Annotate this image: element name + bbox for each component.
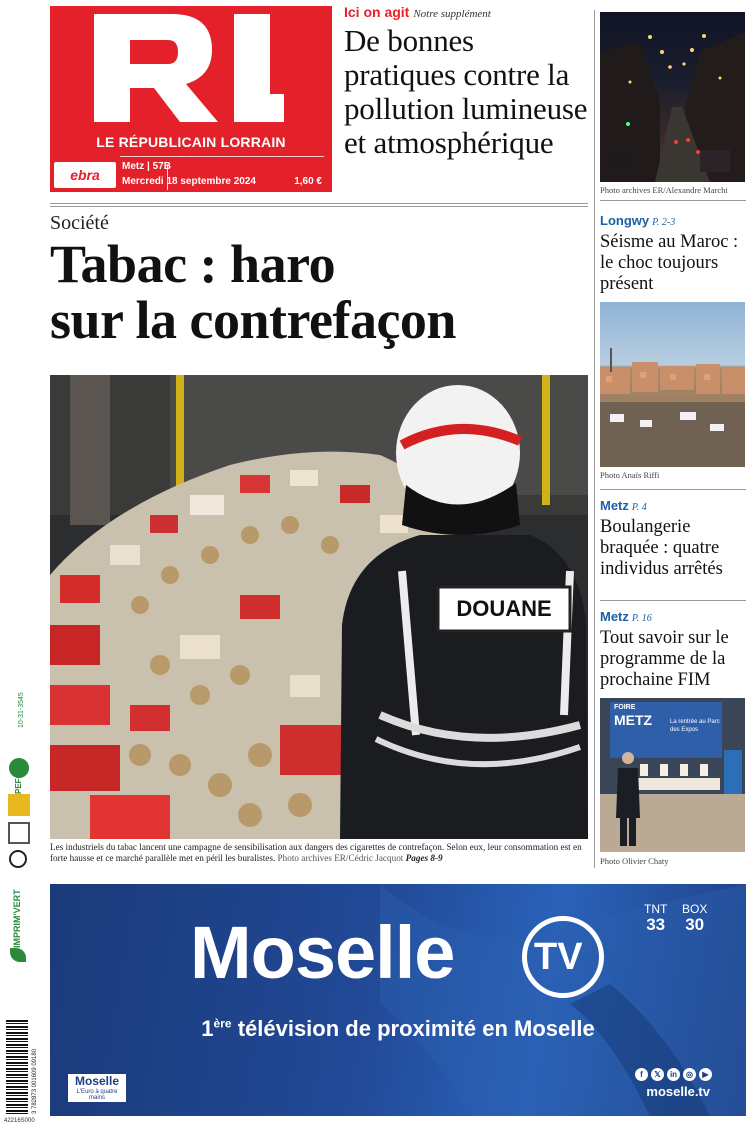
main-caption (50, 842, 590, 864)
douane-vest-label: DOUANE (456, 596, 552, 621)
masthead-bottom-rule-2 (50, 206, 588, 207)
pefc-code: 10-31-3545 (18, 692, 25, 728)
customs-officer-photo (50, 375, 588, 839)
fim-conference-photo (600, 698, 745, 852)
masthead-rule (120, 156, 324, 157)
slogan-sup: ère (213, 1016, 232, 1031)
issue-code: 42216S000 (4, 1118, 35, 1124)
barcode-digits: 3 782873 001609 09180 (32, 1048, 38, 1114)
side-kicker: Metz (600, 609, 629, 624)
side-kicker: Longwy (600, 213, 650, 228)
ebra-group-logo: ebra (54, 162, 116, 188)
moselle-badge (68, 1074, 126, 1102)
longwy-photo-credit: Photo Anaïs Riffi (600, 470, 660, 480)
right-top-rule (600, 200, 746, 201)
main-article-pages[interactable]: Pages 8-9 (405, 853, 443, 863)
masthead-bottom-rule (50, 203, 588, 204)
triman-icon (9, 850, 27, 868)
tv-logo: TV (534, 936, 583, 978)
side-title: Boulangerie braquée : quatre individus arrêtés (600, 517, 723, 579)
teaser-kicker-note: Notre supplément (413, 8, 491, 20)
edition: Metz | 57B (122, 161, 171, 172)
tnt-channel (644, 902, 667, 933)
recycle-badge-icon (8, 794, 30, 816)
tnt-number: 33 (646, 915, 666, 934)
side-page-ref: P. 16 (631, 613, 652, 624)
imprimvert-label: IMPRIM'VERT (12, 889, 22, 948)
fim-screen-foire: FOIRE (614, 704, 636, 711)
headline-line-2: sur la contrefaçon (50, 290, 456, 350)
side-title: Tout savoir sur le programme de la prochaine FIM (600, 628, 729, 690)
moselle-logo: Moselle (190, 911, 455, 994)
morocco-village-photo (600, 302, 745, 467)
tnt-label: TNT (644, 902, 668, 916)
slogan-text: télévision de proximité en Moselle (231, 1016, 595, 1041)
youtube-icon[interactable]: ▶ (699, 1068, 712, 1081)
linkedin-icon[interactable]: in (667, 1068, 680, 1081)
column-divider (594, 10, 595, 868)
main-photo-credit: Photo archives ER/Cédric Jacquot (277, 853, 404, 863)
masthead (50, 6, 332, 192)
social-icons (635, 1068, 712, 1081)
x-icon[interactable]: 𝕏 (651, 1068, 664, 1081)
caption-text: Les industriels du tabac lancent une campagne de sensibilisation aux dangers des cigarettes de contrefaçon. Selon eux, leur consommation est en forte hausse et ce marché parallèle met en péril les buralistes. (50, 842, 582, 863)
price: 1,60 € (294, 176, 322, 187)
ad-url[interactable]: moselle.tv (646, 1084, 710, 1099)
imprimvert-leaf-icon (10, 948, 26, 962)
right-rule-3 (600, 600, 746, 601)
brand-name: LE RÉPUBLICAIN LORRAIN (96, 134, 286, 150)
badge-title: Moselle (74, 1074, 119, 1088)
barcode (6, 1020, 28, 1116)
top-teaser[interactable] (344, 4, 592, 160)
fim-screen-metz: METZ (614, 712, 653, 728)
pefc-label: PEFC (14, 772, 23, 794)
side-page-ref: P. 2-3 (652, 217, 676, 228)
sorting-icon (8, 822, 30, 844)
facebook-icon[interactable]: f (635, 1068, 648, 1081)
side-title: Séisme au Maroc : le choc toujours présent (600, 232, 739, 294)
main-headline[interactable] (50, 236, 590, 348)
night-street-photo (600, 12, 745, 182)
fim-screen-text: La rentrée au Parc des Expos (670, 719, 720, 733)
moselle-tv-ad[interactable] (50, 884, 746, 1116)
slogan-number: 1 (201, 1016, 214, 1041)
box-number: 30 (685, 915, 705, 934)
teaser-photo-credit: Photo archives ER/Alexandre Marchi (600, 185, 728, 195)
ad-slogan (50, 1016, 746, 1042)
box-channel (682, 902, 707, 933)
section-label: Société (50, 212, 109, 234)
box-label: BOX (682, 902, 708, 916)
side-page-ref: P. 4 (631, 502, 647, 513)
issue-date: Mercredi 18 septembre 2024 (122, 176, 256, 187)
rl-logo (94, 14, 284, 122)
instagram-icon[interactable]: ◎ (683, 1068, 696, 1081)
fim-photo-credit: Photo Olivier Chaty (600, 856, 669, 866)
teaser-title: De bonnes pratiques contre la pollution lumineuse et atmosphérique (344, 23, 588, 160)
side-article-longwy[interactable] (600, 212, 748, 295)
side-article-metz-fim[interactable] (600, 608, 748, 691)
side-kicker: Metz (600, 498, 629, 513)
right-rule-2 (600, 489, 746, 490)
badge-sub: L'Euro à quatre mains (76, 1089, 118, 1101)
teaser-kicker: Ici on agit (344, 4, 410, 20)
side-article-metz-bakery[interactable] (600, 497, 748, 580)
headline-line-1: Tabac : haro (50, 234, 336, 294)
